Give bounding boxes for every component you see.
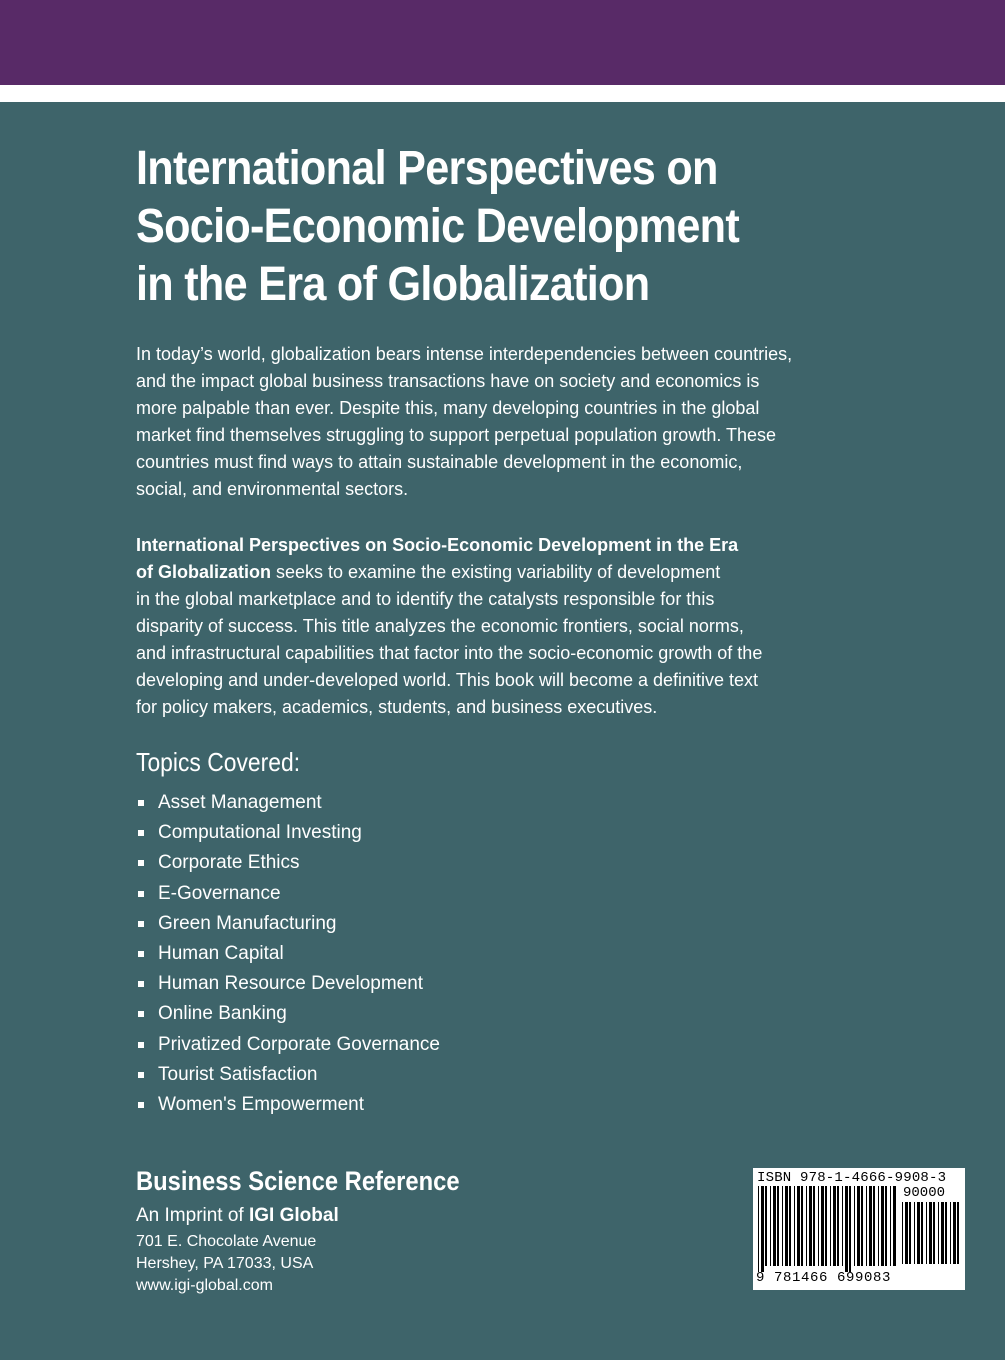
description-line: in the global marketplace and to identify the catalysts responsible for this xyxy=(136,589,715,609)
barcode-bar xyxy=(929,1202,932,1264)
imprint-name: IGI Global xyxy=(249,1205,339,1226)
topic-label: E-Governance xyxy=(158,882,281,904)
ean-digits: 9 781466 699083 xyxy=(756,1270,892,1286)
barcode-bar xyxy=(758,1186,759,1272)
barcode-bar xyxy=(837,1186,839,1266)
barcode-bar xyxy=(869,1186,872,1266)
topic-label: Privatized Corporate Governance xyxy=(158,1033,440,1055)
topic-item xyxy=(136,999,440,1029)
barcode-bar xyxy=(861,1186,863,1266)
description-paragraph xyxy=(136,532,896,721)
barcode-bar xyxy=(821,1186,824,1266)
barcode-bar xyxy=(818,1186,819,1266)
barcode-bar xyxy=(885,1186,887,1266)
description-title-bold: International Perspectives on Socio-Economic Development in the Era xyxy=(136,535,739,555)
description-line-rest: seeks to examine the existing variability of development xyxy=(271,562,721,582)
topic-item xyxy=(136,1060,440,1090)
topics-list xyxy=(136,788,440,1120)
barcode-bar xyxy=(921,1202,923,1264)
topics-heading: Topics Covered: xyxy=(136,747,301,777)
barcode-bar xyxy=(926,1202,927,1264)
barcode-bar xyxy=(765,1186,767,1266)
intro-paragraph xyxy=(136,341,896,503)
barcode-bar xyxy=(914,1202,915,1264)
topic-item xyxy=(136,788,440,818)
topic-label: Online Banking xyxy=(158,1003,287,1025)
topic-item xyxy=(136,879,440,909)
barcode-bar xyxy=(777,1186,779,1266)
title-line-3: in the Era of Globalization xyxy=(136,258,650,311)
description-title-bold-end: of Globalization xyxy=(136,562,271,582)
barcode-bar xyxy=(878,1186,879,1266)
barcode-bar xyxy=(789,1186,791,1266)
barcode-bar xyxy=(801,1186,803,1266)
bullet-square-icon xyxy=(138,951,144,957)
topic-label: Corporate Ethics xyxy=(158,852,300,874)
barcode-bar xyxy=(938,1202,939,1264)
topic-item xyxy=(136,818,440,848)
imprint-prefix: An Imprint of xyxy=(136,1205,249,1226)
barcode-bar xyxy=(945,1202,947,1264)
topic-label: Tourist Satisfaction xyxy=(158,1063,318,1085)
bullet-square-icon xyxy=(138,830,144,836)
barcode-bar xyxy=(761,1186,764,1272)
white-stripe xyxy=(0,85,1005,102)
bullet-square-icon xyxy=(138,1042,144,1048)
description-line: and infrastructural capabilities that factor into the socio-economic growth of the xyxy=(136,643,763,663)
topic-label: Women's Empowerment xyxy=(158,1093,365,1115)
address-line-1: 701 E. Chocolate Avenue xyxy=(136,1233,317,1250)
topic-label: Human Resource Development xyxy=(158,973,424,995)
barcode-bar xyxy=(830,1186,831,1266)
barcode-bar xyxy=(782,1186,783,1266)
intro-line: market find themselves struggling to support perpetual population growth. These xyxy=(136,425,777,445)
publisher-name: Business Science Reference xyxy=(136,1166,460,1196)
topic-item xyxy=(136,969,440,999)
barcode-bar xyxy=(845,1186,848,1272)
intro-line: more palpable than ever. Despite this, many developing countries in the global xyxy=(136,398,760,418)
title-line-1: International Perspectives on xyxy=(136,142,718,195)
description-line: disparity of success. This title analyzes the economic frontiers, social norms, xyxy=(136,616,744,636)
bullet-square-icon xyxy=(138,1011,144,1017)
barcode-bar xyxy=(833,1186,836,1266)
topic-item xyxy=(136,909,440,939)
isbn-barcode xyxy=(753,1168,965,1290)
bullet-square-icon xyxy=(138,981,144,987)
barcode-bar xyxy=(873,1186,875,1266)
barcode-bar xyxy=(797,1186,800,1266)
barcode-bar xyxy=(842,1186,843,1266)
bullet-square-icon xyxy=(138,891,144,897)
topic-label: Green Manufacturing xyxy=(158,912,337,934)
barcode-bar xyxy=(785,1186,788,1266)
imprint-line xyxy=(136,1203,339,1229)
description-line xyxy=(136,559,896,586)
ean-barcode-bars xyxy=(757,1186,897,1272)
bullet-square-icon xyxy=(138,860,144,866)
intro-line: countries must find ways to attain sustainable development in the economic, xyxy=(136,452,743,472)
barcode-bar xyxy=(953,1202,956,1264)
barcode-bar xyxy=(849,1186,851,1272)
isbn-text: ISBN 978-1-4666-9908-3 xyxy=(757,1170,947,1186)
barcode-bar xyxy=(957,1202,959,1264)
topic-item xyxy=(136,1090,440,1120)
topic-item xyxy=(136,848,440,878)
top-purple-band xyxy=(0,0,1005,85)
barcode-bar xyxy=(950,1202,951,1264)
intro-line: social, and environmental sectors. xyxy=(136,479,409,499)
barcode-bar xyxy=(854,1186,855,1266)
barcode-bar xyxy=(813,1186,815,1266)
barcode-bar xyxy=(909,1202,911,1264)
barcode-bar xyxy=(806,1186,807,1266)
bullet-square-icon xyxy=(138,921,144,927)
barcode-bar xyxy=(941,1202,944,1264)
barcode-bar xyxy=(857,1186,860,1266)
barcode-bar xyxy=(905,1202,908,1264)
address-line-2: Hershey, PA 17033, USA xyxy=(136,1255,314,1272)
barcode-bar xyxy=(770,1186,771,1266)
barcode-bar xyxy=(917,1202,920,1264)
bullet-square-icon xyxy=(138,1102,144,1108)
intro-line: In today’s world, globalization bears intense interdependencies between countries, xyxy=(136,344,793,364)
barcode-bar xyxy=(902,1202,903,1264)
barcode-bar xyxy=(773,1186,776,1266)
book-title xyxy=(136,140,874,314)
bullet-square-icon xyxy=(138,1072,144,1078)
price-addon-text: 90000 xyxy=(903,1185,946,1201)
addon-barcode-bars xyxy=(901,1202,961,1270)
barcode-bar xyxy=(825,1186,827,1266)
title-line-2: Socio-Economic Development xyxy=(136,200,739,253)
description-line: developing and under-developed world. This book will become a definitive text xyxy=(136,670,759,690)
publisher-website: www.igi-global.com xyxy=(136,1277,273,1294)
barcode-bar xyxy=(881,1186,884,1266)
barcode-bar xyxy=(809,1186,812,1266)
bullet-square-icon xyxy=(138,800,144,806)
topic-label: Human Capital xyxy=(158,942,284,964)
barcode-bar xyxy=(890,1186,891,1266)
topic-item xyxy=(136,939,440,969)
topic-item xyxy=(136,1030,440,1060)
barcode-bar xyxy=(866,1186,867,1266)
topic-label: Computational Investing xyxy=(158,822,362,844)
description-line: for policy makers, academics, students, and business executives. xyxy=(136,697,658,717)
topic-label: Asset Management xyxy=(158,792,322,813)
barcode-bar xyxy=(893,1186,896,1266)
barcode-bar xyxy=(794,1186,795,1266)
barcode-bar xyxy=(933,1202,935,1264)
intro-line: and the impact global business transactions have on society and economics is xyxy=(136,371,760,391)
